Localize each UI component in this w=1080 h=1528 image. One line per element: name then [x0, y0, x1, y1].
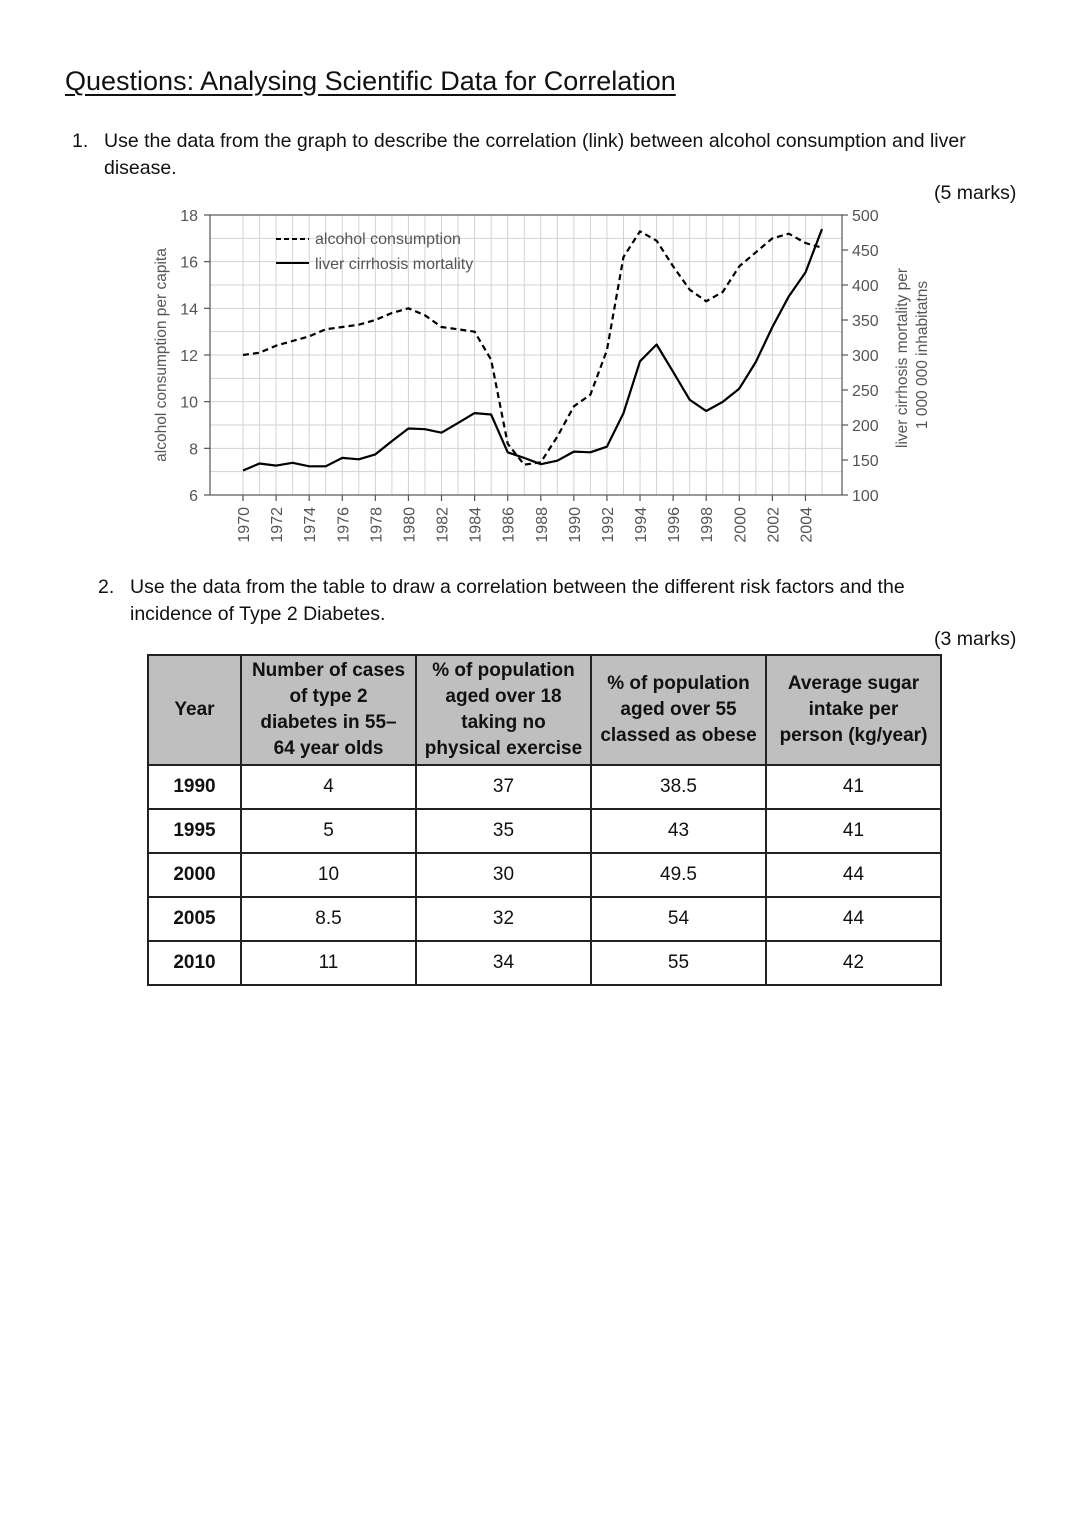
cell-diabetes-cases: 4 [241, 765, 416, 809]
cell-no-exercise: 32 [416, 897, 591, 941]
cell-sugar-intake: 41 [766, 809, 941, 853]
cell-obese: 55 [591, 941, 766, 985]
header-obese: % of population aged over 55 classed as obese [591, 655, 766, 765]
question-2 [98, 574, 998, 630]
y-axis-tick-label: 8 [189, 441, 198, 459]
chart-legend [276, 231, 473, 273]
y2-axis-tick-label: 350 [852, 313, 879, 330]
table-header-row [148, 655, 941, 765]
question-2-number: 2. [98, 576, 115, 598]
cell-diabetes-cases: 8.5 [241, 897, 416, 941]
cell-sugar-intake: 41 [766, 765, 941, 809]
x-axis-tick-label: 1990 [566, 507, 584, 543]
cell-diabetes-cases: 5 [241, 809, 416, 853]
x-axis-tick-label: 1994 [633, 507, 651, 543]
x-axis-tick-label: 1992 [599, 507, 617, 543]
x-axis-tick-label: 2002 [765, 507, 783, 543]
x-axis-tick-label: 2000 [732, 507, 750, 543]
x-axis-tick-label: 1970 [236, 507, 253, 543]
legend-label-liver: liver cirrhosis mortality [315, 256, 474, 273]
chart-ticks [180, 208, 879, 543]
chart-y-axis-label: alcohol consumption per capita [153, 248, 170, 462]
table-row [148, 941, 941, 985]
y2-axis-tick-label: 200 [852, 418, 879, 435]
x-axis-tick-label: 2004 [798, 507, 816, 543]
x-axis-tick-label: 1976 [335, 507, 353, 543]
y-axis-tick-label: 14 [180, 301, 198, 319]
y2-axis-tick-label: 300 [852, 348, 879, 365]
x-axis-tick-label: 1980 [401, 507, 419, 543]
cell-obese: 49.5 [591, 853, 766, 897]
question-1-number: 1. [72, 130, 89, 152]
cell-diabetes-cases: 10 [241, 853, 416, 897]
cell-obese: 54 [591, 897, 766, 941]
diabetes-risk-table [147, 654, 942, 986]
header-sugar-intake: Average sugar intake per person (kg/year) [766, 655, 941, 765]
question-2-text-line1: Use the data from the table to draw a correlation between the different risk factors and the [130, 576, 905, 598]
y2-axis-tick-label: 500 [852, 208, 879, 225]
x-axis-tick-label: 1988 [533, 507, 551, 543]
header-diabetes-cases: Number of cases of type 2 diabetes in 55– 64 year olds [241, 655, 416, 765]
y-axis-tick-label: 12 [180, 348, 198, 365]
y-axis-tick-label: 10 [180, 394, 198, 412]
cell-no-exercise: 35 [416, 809, 591, 853]
cell-year: 2010 [148, 941, 241, 985]
question-1-text-line1: Use the data from the graph to describe the correlation (link) between alcohol consumption and liver [104, 130, 966, 152]
question-1-text-line2: disease. [104, 157, 177, 179]
chart-y2-axis-label-line1: liver cirrhosis mortality per [894, 267, 911, 449]
cell-no-exercise: 37 [416, 765, 591, 809]
cell-no-exercise: 34 [416, 941, 591, 985]
page-title: Questions: Analysing Scientific Data for Correlation [65, 66, 676, 96]
y-axis-tick-label: 16 [180, 254, 198, 272]
cell-sugar-intake: 42 [766, 941, 941, 985]
cell-year: 1995 [148, 809, 241, 853]
cell-year: 2005 [148, 897, 241, 941]
x-axis-tick-label: 1986 [500, 507, 518, 543]
question-1-marks: (5 marks) [934, 182, 1017, 204]
y2-axis-tick-label: 250 [852, 383, 879, 400]
x-axis-tick-label: 1984 [467, 507, 485, 543]
y2-axis-tick-label: 100 [852, 488, 879, 505]
y2-axis-tick-label: 400 [852, 278, 879, 295]
question-2-marks: (3 marks) [934, 628, 1017, 650]
chart-grid [210, 215, 842, 495]
y-axis-tick-label: 18 [180, 208, 198, 225]
y-axis-tick-label: 6 [189, 488, 198, 505]
x-axis-tick-label: 1982 [434, 507, 452, 543]
cell-no-exercise: 30 [416, 853, 591, 897]
chart-y2-axis-label-line2: 1 000 000 inhabitatns [914, 280, 931, 430]
table-row [148, 853, 941, 897]
table-row [148, 765, 941, 809]
y2-axis-tick-label: 150 [852, 453, 879, 470]
table-row [148, 897, 941, 941]
cell-sugar-intake: 44 [766, 853, 941, 897]
table-row [148, 809, 941, 853]
alcohol-liver-chart [0, 0, 1080, 560]
x-axis-tick-label: 1998 [699, 507, 717, 543]
cell-diabetes-cases: 11 [241, 941, 416, 985]
header-year: Year [148, 655, 241, 765]
cell-year: 1990 [148, 765, 241, 809]
x-axis-tick-label: 1996 [666, 507, 684, 543]
cell-obese: 43 [591, 809, 766, 853]
cell-sugar-intake: 44 [766, 897, 941, 941]
header-no-exercise: % of population aged over 18 taking no physical exercise [416, 655, 591, 765]
x-axis-tick-label: 1974 [302, 507, 320, 543]
x-axis-tick-label: 1978 [368, 507, 386, 543]
legend-label-alcohol: alcohol consumption [315, 231, 461, 248]
y2-axis-tick-label: 450 [852, 243, 879, 260]
cell-year: 2000 [148, 853, 241, 897]
x-axis-tick-label: 1972 [269, 507, 287, 543]
question-2-text-line2: incidence of Type 2 Diabetes. [130, 603, 386, 625]
cell-obese: 38.5 [591, 765, 766, 809]
